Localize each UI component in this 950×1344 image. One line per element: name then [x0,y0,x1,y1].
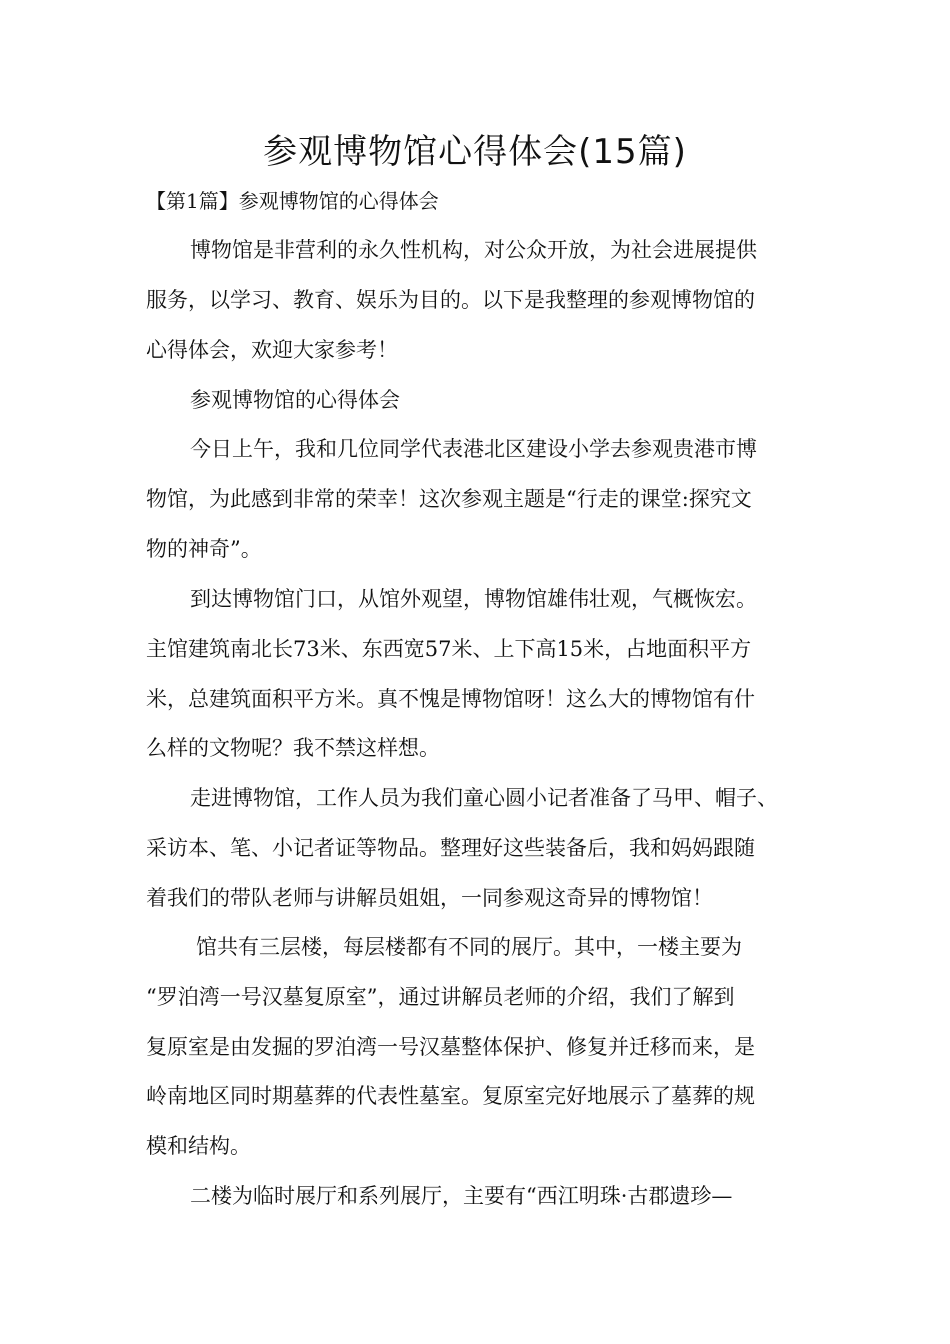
text-line: 米，总建筑面积平方米。真不愧是博物馆呀！这么大的博物馆有什 [146,687,755,711]
text-line: 复原室是由发掘的罗泊湾一号汉墓整体保护、修复并迁移而来，是 [146,1035,755,1059]
text-line: 二楼为临时展厅和系列展厅，主要有“西江明珠·古郡遗珍— [190,1184,733,1208]
text-line: 今日上午，我和几位同学代表港北区建设小学去参观贵港市博 [190,437,757,461]
text-line: 么样的文物呢？我不禁这样想。 [146,736,440,760]
text-line: 馆共有三层楼，每层楼都有不同的展厅。其中，一楼主要为 [196,935,742,959]
text-line: 参观博物馆的心得体会 [190,388,400,412]
text-line: 着我们的带队老师与讲解员姐姐，一同参观这奇异的博物馆！ [146,886,713,910]
text-line: 物的神奇”。 [146,537,262,561]
text-line: 心得体会，欢迎大家参考！ [146,338,398,362]
text-line: 采访本、笔、小记者证等物品。整理好这些装备后，我和妈妈跟随 [146,836,755,860]
section-heading: 【第1篇】参观博物馆的心得体会 [146,189,439,213]
text-line: 博物馆是非营利的永久性机构，对公众开放，为社会进展提供 [190,238,757,262]
text-line: 主馆建筑南北长73米、东西宽57米、上下高15米，占地面积平方 [146,637,752,661]
text-line: 模和结构。 [146,1134,251,1158]
text-line: 走进博物馆，工作人员为我们童心圆小记者准备了马甲、帽子、 [190,786,778,810]
text-line: 到达博物馆门口，从馆外观望，博物馆雄伟壮观，气概恢宏。 [190,587,757,611]
text-line: 物馆，为此感到非常的荣幸！这次参观主题是“行走的课堂:探究文 [146,487,752,511]
document-title: 参观博物馆心得体会(15篇) [263,132,687,172]
text-line: 服务，以学习、教育、娱乐为目的。以下是我整理的参观博物馆的 [146,288,755,312]
text-line: “罗泊湾一号汉墓复原室”，通过讲解员老师的介绍，我们了解到 [146,985,735,1009]
text-line: 岭南地区同时期墓葬的代表性墓室。复原室完好地展示了墓葬的规 [146,1084,755,1108]
